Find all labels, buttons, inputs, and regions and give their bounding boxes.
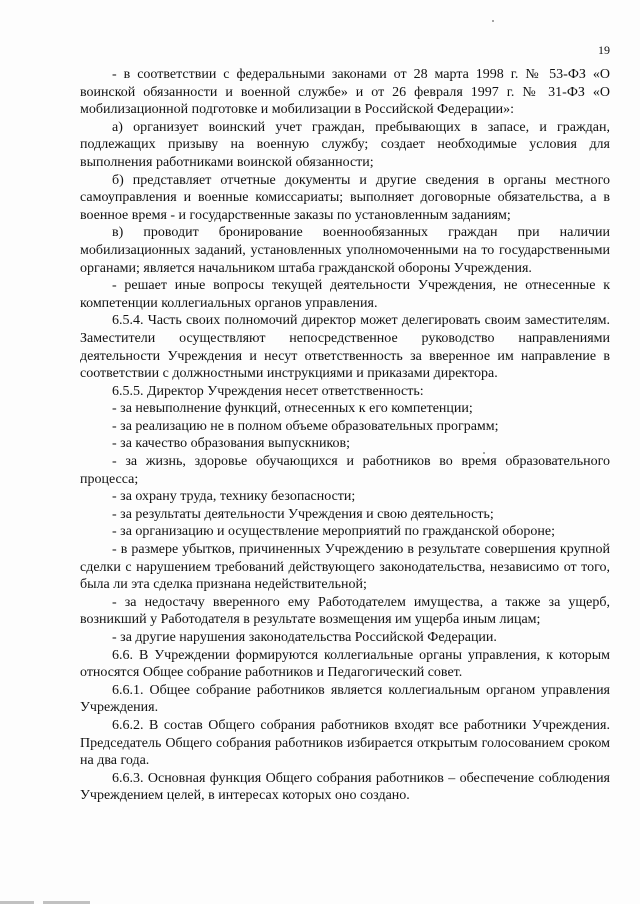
paragraph: - в соответствии с федеральными законами от 28 марта 1998 г. № 53-ФЗ «О воинской обязанности и военной службе» и от 26 февраля 1997 г. № 31-ФЗ «О мобилизационной подготовке и мобилизации в Российской Федерации»: xyxy=(80,67,610,118)
paragraph: в) проводит бронирование военнообязанных граждан при наличии мобилизационных заданий, установленных уполномоченными на то государственными органами; является начальником штаба гражданской обороны Учреждения. xyxy=(80,225,610,276)
page-number: 19 xyxy=(598,43,610,57)
paragraph: - за недостачу вверенного ему Работодателем имущества, а также за ущерб, возникший у Работодателя в результате возмещения им ущерба иным лицам; xyxy=(80,594,610,628)
paragraph: - за другие нарушения законодательства Российской Федерации. xyxy=(112,630,497,645)
paragraph: - за невыполнение функций, отнесенных к его компетенции; xyxy=(112,401,473,417)
paragraph: - за охрану труда, технику безопасности; xyxy=(112,489,356,505)
paragraph: 6.6.3. Основная функция Общего собрания работников – обеспечение соблюдения Учреждением целей, в интересах которых оно создано. xyxy=(80,770,610,804)
scan-speck xyxy=(492,20,494,22)
paragraph: б) представляет отчетные документы и другие сведения в органы местного самоуправления и военные комиссариаты; выполняет договорные обязательства, а в военное время - и государственные заказы по установленным заданиям; xyxy=(80,172,610,223)
document-body xyxy=(80,66,610,805)
paragraph: - за качество образования выпускников; xyxy=(112,436,351,452)
paragraph: - решает иные вопросы текущей деятельности Учреждения, не отнесенные к компетенции коллегиальных органов управления. xyxy=(80,278,610,311)
paragraph: 6.5.5. Директор Учреждения несет ответственность: xyxy=(112,383,424,399)
paragraph: - за жизнь, здоровье обучающихся и работников во время образовательного процесса; xyxy=(80,454,610,487)
paragraph: - за организацию и осуществление мероприятий по гражданской обороне; xyxy=(112,524,555,540)
paragraph: а) организует воинский учет граждан, пребывающих в запасе, и граждан, подлежащих призыву на военную службу; создает необходимые условия для выполнения работниками воинской обязанности; xyxy=(80,119,610,170)
paragraph: 6.6.2. В состав Общего собрания работников входят все работники Учреждения. Председатель Общего собрания работников избирается открытым голосованием сроком на два года. xyxy=(80,717,610,769)
paragraph: 6.6. В Учреждении формируются коллегиальные органы управления, к которым относятся Общее собрание работников и Педагогический совет. xyxy=(80,647,610,681)
paragraph: - за результаты деятельности Учреждения и свою деятельность; xyxy=(112,506,494,522)
paragraph: 6.5.4. Часть своих полномочий директор может делегировать своим заместителям. Заместители осуществляют непосредственное руководство направлениями деятельности Учреждения и несут ответственность за вверенное им направление в соответствии с должностными инструкциями и приказами директора. xyxy=(80,313,610,382)
paragraph: - за реализацию не в полном объеме образовательных программ; xyxy=(112,418,499,434)
paragraph: 6.6.1. Общее собрание работников является коллегиальным органом управления Учреждения. xyxy=(80,682,610,716)
paragraph: - в размере убытков, причиненных Учреждению в результате совершения крупной сделки с нарушением требований действующего законодательства, независимо от того, была ли эта сделка признана недействительной; xyxy=(80,542,610,593)
scan-speck xyxy=(483,452,485,454)
